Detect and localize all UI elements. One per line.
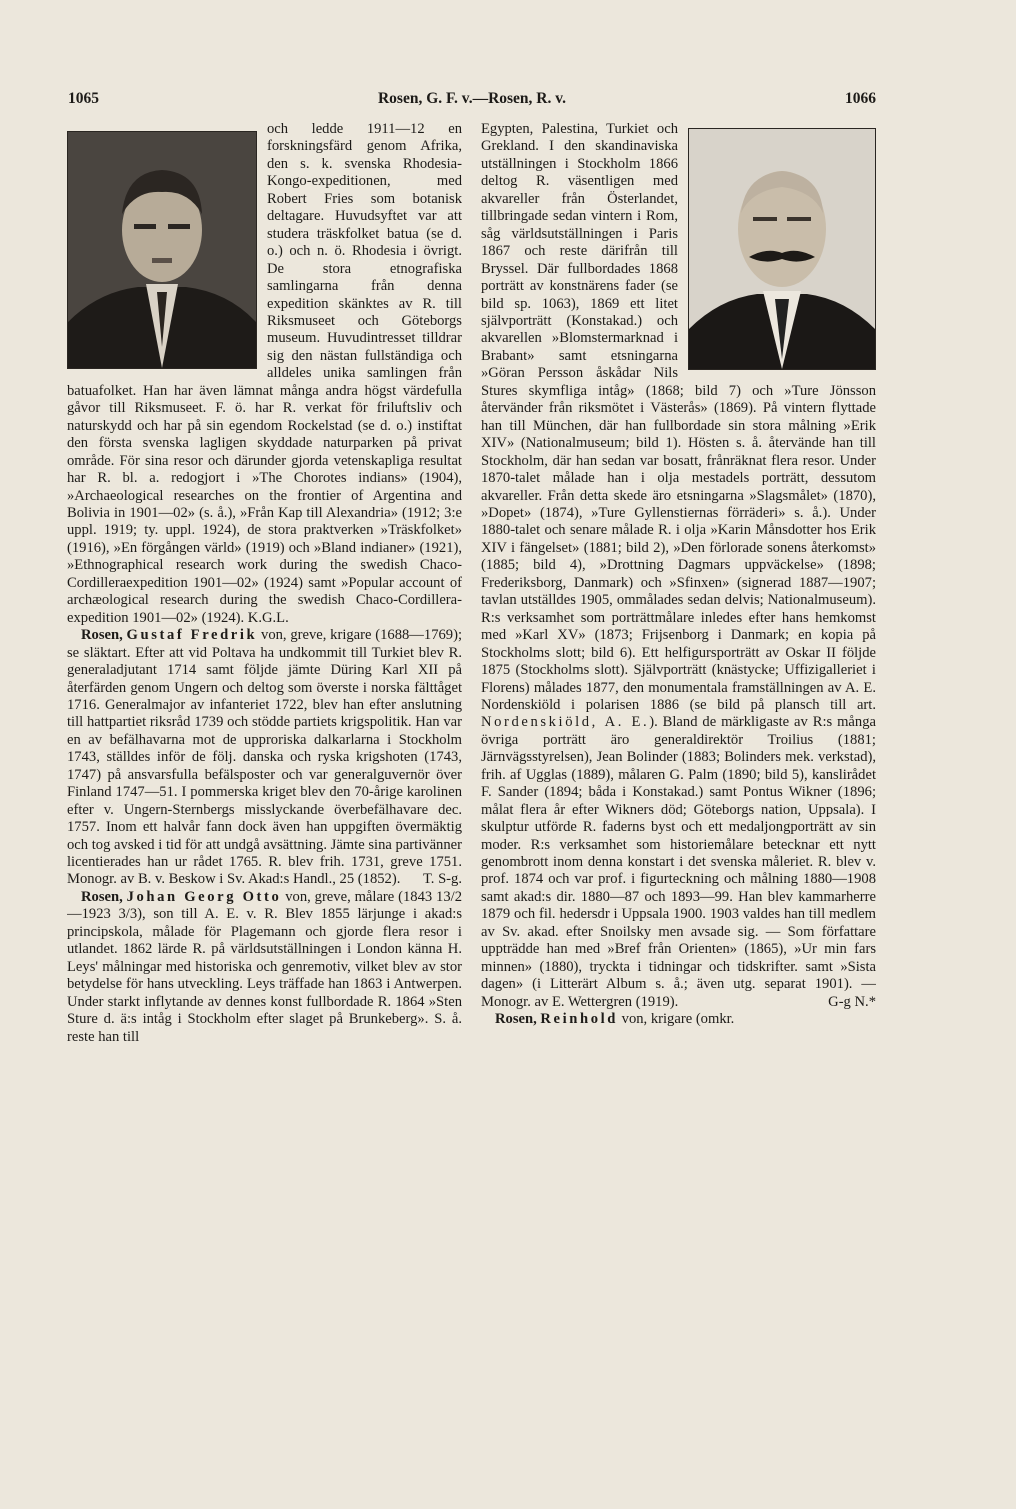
running-title: Rosen, G. F. v.—Rosen, R. v.: [377, 90, 567, 107]
cross-reference: Nordenskiöld, A. E.: [481, 714, 650, 731]
entry-continuation-left: och ledde 1911—12 en forskningsfärd genom Afrika, den s. k. svenska Rhodesia-Kongo-expeditionen, med Robert Fries som botanisk deltagare. Huvudsyftet var att studera träskfolket batua (se d. o.) och n. ö. Rhodesia i övrigt. De stora etnografiska samlingarna från denna expedition skänktes av R. till Riksmuseet och Göteborgs museum. Huvudintresset tilldrar sig den nästan fullständiga och alldeles unika samlingen från batuafolket. Han har även lämnat många andra högst värdefulla gåvor till Riksmuseet. F. ö. har R. verkat för friluftsliv och naturskydd och har på sin egendom Rockelstad (se d. o.) instiftat den första svenska lagligen skyddade naturparken på privat område. För sina resor och därunder gjorda vetenskapliga resultat har R. bl. a. redogjort i »The Chorotes indians» (1904), »Archaeological researches on the frontier of Argentina and Bolivia in 1901—02» (s. å.), »Från Kap till Alexandria» (1912; 3:e uppl. 1919; ty. uppl. 1924), de stora praktverken »Träskfolket» (1916), »En förgången värld» (1919) och »Bland indianer» (1921), »Ethnographical research work during the swedish Chaco-Cordilleraexpedition 1901—02» (1924) samt »Popular account of archæological research during the swedish Chaco-Cordillera-expedition 1901—02» (1924). K.G.L.: [67, 121, 462, 626]
signature: T. S-g.: [422, 871, 462, 888]
portrait-photo-right: [688, 128, 876, 370]
entry-forenames: Reinhold: [540, 1011, 618, 1028]
portrait-photo-left: [67, 131, 257, 369]
entry-continuation-right: Egypten, Palestina, Turkiet och Grekland. I den skandinaviska utställningen i Stockholm 1866 deltog R. väsentligen med akvareller från Österlandet, tillbringade sedan vintern i Rom, såg världsutställningen i Paris 1867 och reste därifrån till Bryssel. Där fullbordades 1868 porträtt av konstnärens fader (se bild sp. 1063), 1869 ett litet självporträtt (Konstakad.) och akvarellen »Blomstermarknad i Brabant» samt etsningarna »Göran Persson åskådar Nils Stures skymfliga intåg» (1868; bild 7) och »Ture Jönsson återvänder från riksmötet i Västerås» (1869). På vintern flyttade han till München, där han fullbordade sin stora målning »Erik XIV» (Nationalmuseum; bild 1). Hösten s. å. återvände han till Stockholm, där han sedan var bosatt, frånräknat flera resor. Under 1870-talet målade han i olja mestadels porträtt, dessutom akvareller. Från detta skede äro etsningarna »Slagsmålet» (1870), »Dopet» (1874), »Ture Gyllenstiernas förräderi» s. å.). Under 1880-talet och senare målade R. i olja »Karin Månsdotter hos Erik XIV i fängelset» (1881; bild 2), »Den förlorade sonens återkomst» (1885; bild 4), »Drottning Dagmars uppväckelse» (1898; Frederiksborg, Danmark) och »Sfinxen» (signerad 1887—1907; tavlan utställdes 1905, ommålades sedan delvis; Nationalmuseum). R:s verksamhet som porträttmålare inledes efter hans hemkomst med »Karl XV» (1873; Frijsenborg i Danmark; en kopia på Stockholms slott; bild 6). Ett helfigursporträtt av Oskar II följde 1875 (Stockholms slott). Självporträtt (knästycke; Uffizigalleriet i Florens) målades 1877, den monumentala framställningen av A. E. Nordenskiöld i polarisen 1886 (se bild på plansch till art. Nordenskiöld, A. E.). Bland de märkligaste av R:s många övriga porträtt äro generaldirektör Troilius (1881; Järnvägsstyrelsen), Jean Bolinder (1883; Bolinders mek. verkstad), frih. af Ugglas (1889), målaren G. Palm (1890; bild 5), kanslirådet F. Sander (1894; båda i Konstakad.) samt Pontus Wikner (1896; målat flera år efter Wikners död; Göteborgs nation, Uppsala). I skulptur utförde R. faderns byst och ett medaljongporträtt av sin moder. R:s verksamhet som historiemålare betecknar ett nytt genombrott inom denna konstart i det svenska måleriet. R. blev v. prof. 1874 och var prof. i figurteckning och målning 1880—1908 samt akad:s dir. 1880—87 och 1893—99. Han blev kammarherre 1879 och fil. hedersdr i Uppsala 1900. 1903 valdes han till medlem av Sv. akad. efter Snoilsky men avsade sig. — Som författare uppträdde han med »Bref från Orienten» (1865), »Ur min fars minnen» (1880), tryckta i tidningar och tidskrifter. samt »Sista dagen» (i Litterärt Album s. å.; även utg. separat 1901). — Monogr. av E. Wettergren (1919). G-g N.*: [481, 121, 876, 1010]
entry-rosen-gustaf-fredrik: Rosen, Gustaf Fredrik von, greve, krigare (1688—1769); se släktart. Efter att vid Poltava ha undkommit till Turkiet blev R. generaladjutant 1714 samt följde jämte Düring Karl XII på återfärden genom Ungern och deltog som överste i norska fälttåget 1716. Generalmajor av infanteriet 1722, blev han efter anslutning till hattpartiet riksråd 1739 och stödde partiets krigspolitik. Han var en av befälhavarna mot de upproriska dalkarlarna i Stockholm 1743, ställdes inför de följ. danska och ryska krigshoten (1743, 1747) på ansvarsfulla befälsposter och var generalguvernör över Finland 1747—51. I pommerska kriget blev den 70-årige karolinen efter v. Ungern-Sternbergs misslyckande överbefälhavare dec. 1757. Inom ett halvår fann dock även han uppgiften övermäktig och tog avsked i tid för att undgå avsättning. Jämte sina partivänner licentierades han ur rådet 1765. R. blev frih. 1731, greve 1751. Monogr. av B. v. Beskow i Sv. Akad:s Handl., 25 (1852). T. S-g.: [67, 627, 462, 888]
entry-forenames: Johan Georg Otto: [126, 888, 282, 905]
entry-rosen-johan-georg-otto: Rosen, Johan Georg Otto von, greve, målare (1843 13/2—1923 3/3), son till A. E. v. R. Blev 1855 lärjunge i akad:s principskola, målade för Plagemann och gjorde flera resor i utlandet. 1862 lärde R. på världsutställningen i London känna H. Leys' målningar med historiska och genremotiv, vilket blev av stor betydelse för hans utveckling. Leys träffade han 1863 i Antwerpen. Under starkt inflytande av dennes konst fullbordade R. 1864 »Sten Sture d. ä:s intåg i Stockholm efter slaget på Brunkeberg». S. å. reste han till: [67, 888, 462, 1045]
signature: G-g N.*: [828, 993, 876, 1010]
page-number-right: 1066: [845, 90, 876, 107]
entry-forenames: Gustaf Fredrik: [126, 627, 258, 644]
portrait-man-left-icon: [68, 132, 256, 368]
right-column: [481, 121, 876, 1411]
entry-headword: Rosen,: [81, 888, 123, 905]
signature: K.G.L.: [247, 609, 289, 626]
left-column: [67, 121, 462, 1411]
entry-headword: Rosen,: [81, 627, 123, 644]
page-header: [68, 90, 876, 116]
entry-headword: Rosen,: [495, 1011, 537, 1028]
portrait-man-right-icon: [689, 129, 875, 369]
entry-rosen-reinhold: Rosen, Reinhold von, krigare (omkr.: [495, 1011, 735, 1028]
page-number-left: 1065: [68, 90, 99, 107]
